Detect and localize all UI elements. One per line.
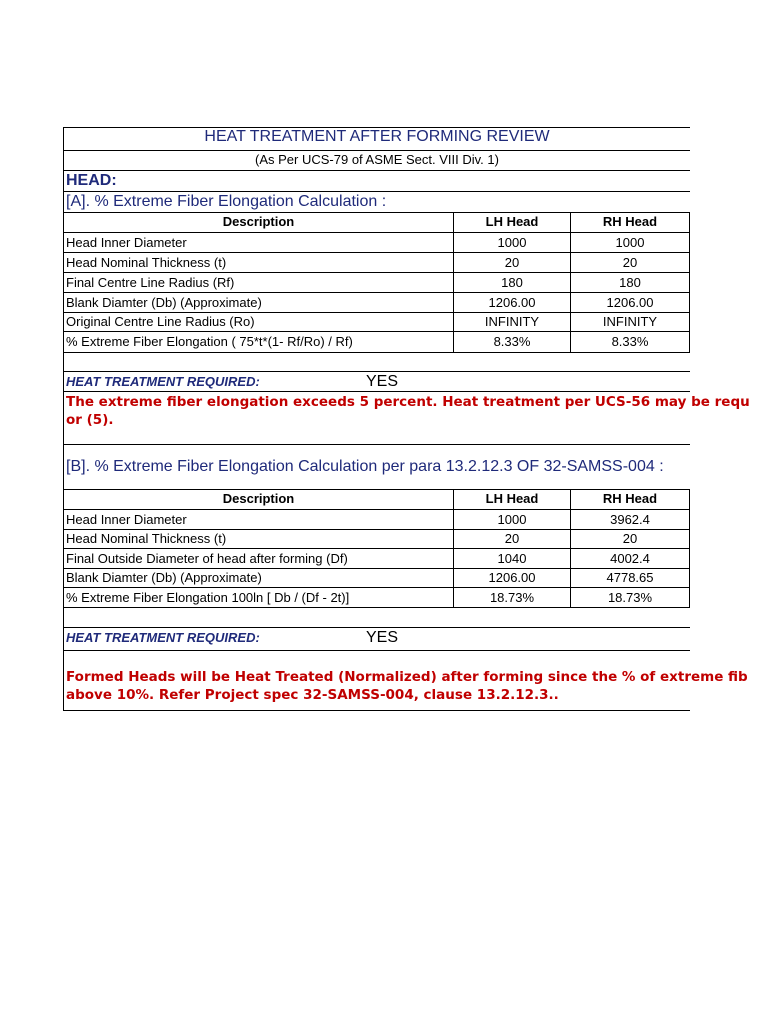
table-a-cell-description: Head Nominal Thickness (t) [66, 255, 227, 270]
table-a-header-description: Description [222, 214, 295, 229]
table-b-cell-lh: 1040 [497, 551, 527, 566]
head-label: HEAD: [66, 172, 117, 189]
table-b-cell-lh: 20 [504, 531, 520, 546]
table-b-cell-rh: 4002.4 [610, 551, 650, 566]
table-a-cell-rh: INFINITY [602, 314, 658, 329]
table-b-header-description: Description [222, 491, 295, 506]
table-a-cell-description: % Extreme Fiber Elongation ( 75*t*(1- Rf/Ro) / Rf) [66, 334, 353, 349]
section-a-required-label: HEAT TREATMENT REQUIRED: [66, 374, 260, 389]
table-a-cell-lh: 8.33% [493, 334, 531, 349]
table-a-cell-description: Final Centre Line Radius (Rf) [66, 275, 235, 290]
table-a-cell-description: Original Centre Line Radius (Ro) [66, 314, 255, 329]
table-a-cell-rh: 180 [619, 275, 641, 290]
section-b-required-label: HEAT TREATMENT REQUIRED: [66, 630, 260, 645]
row-divider [63, 170, 690, 171]
table-b-cell-description: Head Nominal Thickness (t) [66, 531, 227, 546]
table-a-cell-description: Head Inner Diameter [66, 235, 187, 250]
table-b-cell-lh: 1000 [497, 512, 527, 527]
table-b-cell-description: Head Inner Diameter [66, 512, 187, 527]
table-b-cell-rh: 20 [622, 531, 638, 546]
table-b-cell-lh: 1206.00 [488, 570, 536, 585]
row-divider [63, 150, 690, 151]
sheet-title: HEAT TREATMENT AFTER FORMING REVIEW [204, 128, 550, 145]
table-a-border [63, 212, 690, 213]
row-divider [63, 650, 690, 651]
table-b-border [63, 607, 690, 608]
table-b-cell-description: % Extreme Fiber Elongation 100ln [ Db / (Df - 2t)] [66, 590, 350, 605]
frame-bottom-border [63, 710, 690, 711]
table-a-cell-rh: 8.33% [611, 334, 649, 349]
table-a-cell-rh: 1206.00 [606, 295, 654, 310]
table-b-cell-rh: 18.73% [607, 590, 653, 605]
table-a-cell-description: Blank Diamter (Db) (Approximate) [66, 295, 262, 310]
table-a-border [63, 232, 690, 233]
table-a-row-border [63, 272, 690, 273]
section-a-note-line1: The extreme fiber elongation exceeds 5 percent. Heat treatment per UCS-56 may be requ [66, 394, 750, 410]
table-a-cell-rh: 1000 [615, 235, 645, 250]
table-a-border [63, 352, 690, 353]
section-b-note-line1: Formed Heads will be Heat Treated (Normalized) after forming since the % of extreme fib [66, 669, 748, 685]
table-b-border [63, 509, 690, 510]
table-b-border [63, 489, 690, 490]
table-a-cell-lh: 180 [501, 275, 523, 290]
table-a-row-border [63, 292, 690, 293]
table-b-header-rh-head: RH Head [602, 491, 658, 506]
row-divider [63, 391, 690, 392]
section-b-required-value: YES [366, 629, 399, 646]
row-divider [63, 371, 690, 372]
table-a-row-border [63, 331, 690, 332]
table-a-cell-lh: 20 [504, 255, 520, 270]
row-divider [63, 191, 690, 192]
table-b-row-border [63, 587, 690, 588]
table-b-row-border [63, 529, 690, 530]
table-b-cell-description: Blank Diamter (Db) (Approximate) [66, 570, 262, 585]
table-b-row-border [63, 568, 690, 569]
table-a-row-border [63, 252, 690, 253]
table-b-cell-rh: 3962.4 [610, 512, 650, 527]
table-a-header-lh-head: LH Head [485, 214, 539, 229]
sheet-subtitle: (As Per UCS-79 of ASME Sect. VIII Div. 1) [255, 152, 499, 167]
table-a-cell-rh: 20 [622, 255, 638, 270]
table-a-header-rh-head: RH Head [602, 214, 658, 229]
section-a-note-line2: or (5). [66, 412, 114, 428]
section-a-title: [A]. % Extreme Fiber Elongation Calculation : [66, 193, 387, 210]
table-b-cell-lh: 18.73% [489, 590, 535, 605]
table-a-cell-lh: INFINITY [484, 314, 540, 329]
table-b-row-border [63, 548, 690, 549]
table-a-cell-lh: 1000 [497, 235, 527, 250]
section-b-title: [B]. % Extreme Fiber Elongation Calculation per para 13.2.12.3 OF 32-SAMSS-004 : [66, 458, 664, 475]
table-b-header-lh-head: LH Head [485, 491, 539, 506]
row-divider [63, 627, 690, 628]
table-b-cell-rh: 4778.65 [606, 570, 654, 585]
table-b-cell-description: Final Outside Diameter of head after forming (Df) [66, 551, 348, 566]
table-a-cell-lh: 1206.00 [488, 295, 536, 310]
row-divider [63, 444, 690, 445]
table-a-row-border [63, 312, 690, 313]
section-a-required-value: YES [366, 373, 399, 390]
section-b-note-line2: above 10%. Refer Project spec 32-SAMSS-004, clause 13.2.12.3.. [66, 687, 559, 703]
